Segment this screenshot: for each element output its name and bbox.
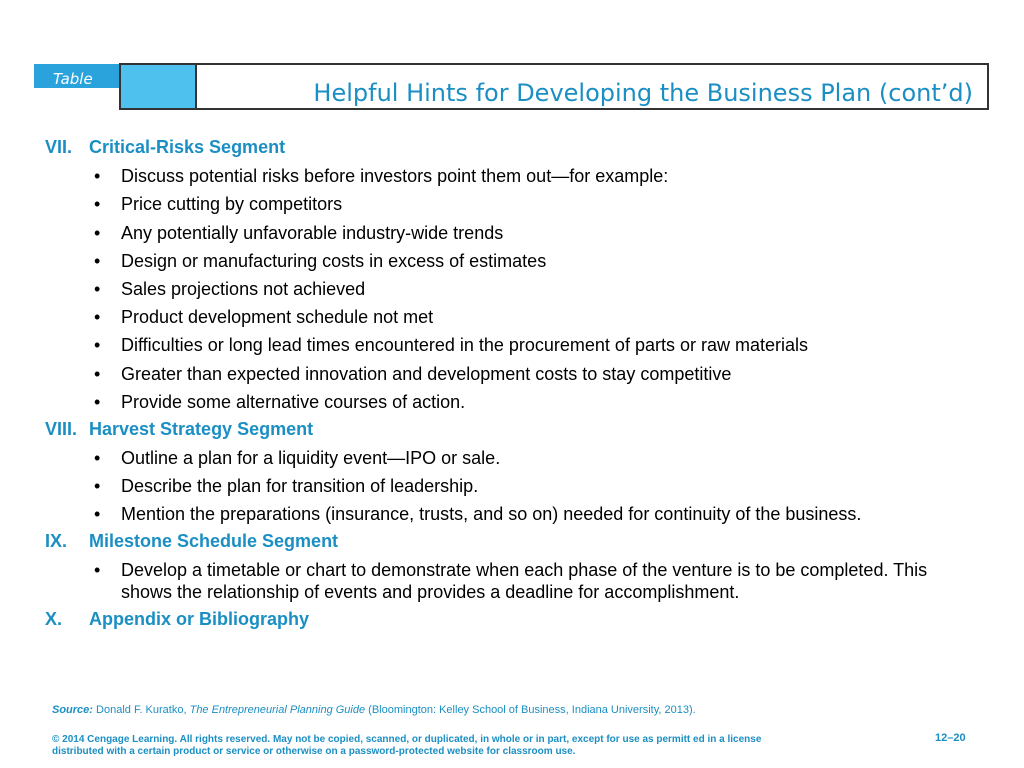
segment-title: Appendix or Bibliography: [89, 609, 310, 630]
list-item: [45, 391, 975, 413]
page-title: Helpful Hints for Developing the Business Plan (cont’d): [313, 79, 973, 107]
header-bar: [119, 63, 989, 110]
source-book: The Entrepreneurial Planning Guide: [189, 704, 366, 716]
copyright-notice: © 2014 Cengage Learning. All rights reserved. May not be copied, scanned, or duplicated, in whole or in part, except for use as permitt ed in a license distributed with a certain product or service or otherwise on a password-protected website for classroom use.: [52, 734, 762, 757]
table-tab-label: Table: [53, 70, 93, 88]
bullet-icon: •: [94, 363, 101, 384]
page-number: 12–20: [935, 732, 966, 744]
segment-heading: [45, 609, 975, 631]
list-item: [45, 250, 975, 272]
segment-number: X.: [45, 609, 63, 630]
list-item: [45, 334, 975, 356]
bullet-icon: •: [94, 560, 101, 581]
list-item-text: Discuss potential risks before investors point them out—for example:: [121, 166, 669, 187]
list-item-text: Outline a plan for a liquidity event—IPO or sale.: [121, 447, 501, 468]
source-author: Donald F. Kuratko,: [96, 704, 187, 716]
list-item-text: Product development schedule not met: [121, 307, 434, 328]
list-item: [45, 278, 975, 300]
list-item-text: Difficulties or long lead times encountered in the procurement of parts or raw materials: [121, 335, 808, 356]
source-note: [52, 704, 696, 716]
list-item-text: Develop a timetable or chart to demonstrate when each phase of the venture is to be completed. This shows the relationship of events and provides a deadline for accomplishment.: [121, 560, 928, 603]
bullet-icon: •: [94, 335, 101, 356]
segment-heading: [45, 137, 975, 159]
list-item: [45, 165, 975, 187]
bullet-icon: •: [94, 278, 101, 299]
list-item: [45, 193, 975, 215]
bullet-icon: •: [94, 391, 101, 412]
list-item-text: Design or manufacturing costs in excess of estimates: [121, 250, 547, 271]
bullet-icon: •: [94, 476, 101, 497]
list-item: [45, 559, 975, 603]
list-item: [45, 503, 975, 525]
bullet-icon: •: [94, 447, 101, 468]
list-item: [45, 363, 975, 385]
content-list: [45, 137, 975, 631]
segment-number: VII.: [45, 137, 73, 157]
list-item: [45, 306, 975, 328]
bullet-icon: •: [94, 307, 101, 328]
list-item-text: Sales projections not achieved: [121, 278, 366, 299]
segment-heading: [45, 531, 975, 553]
bullet-icon: •: [94, 222, 101, 243]
table-tab: [34, 64, 120, 88]
source-rest: (Bloomington: Kelley School of Business, Indiana University, 2013).: [368, 704, 696, 716]
list-item-text: Describe the plan for transition of leadership.: [121, 476, 479, 497]
list-item-text: Provide some alternative courses of action.: [121, 391, 466, 412]
bullet-icon: •: [94, 504, 101, 525]
segment-number: IX.: [45, 531, 68, 552]
bullet-icon: •: [94, 166, 101, 187]
header-swatch: [121, 65, 197, 108]
segment-title: Critical-Risks Segment: [89, 137, 286, 157]
segment-number: VIII.: [45, 418, 78, 439]
segment-title: Milestone Schedule Segment: [89, 531, 339, 552]
source-label: Source:: [52, 704, 93, 716]
list-item: [45, 447, 975, 469]
segment-title: Harvest Strategy Segment: [89, 418, 314, 439]
list-item-text: Greater than expected innovation and development costs to stay competitive: [121, 363, 732, 384]
segment-heading: [45, 419, 975, 441]
list-item: [45, 475, 975, 497]
bullet-icon: •: [94, 194, 101, 215]
list-item-text: Mention the preparations (insurance, trusts, and so on) needed for continuity of the business.: [121, 504, 862, 525]
list-item-text: Any potentially unfavorable industry-wide trends: [121, 222, 504, 243]
bullet-icon: •: [94, 250, 101, 271]
list-item: [45, 222, 975, 244]
list-item-text: Price cutting by competitors: [121, 194, 343, 215]
